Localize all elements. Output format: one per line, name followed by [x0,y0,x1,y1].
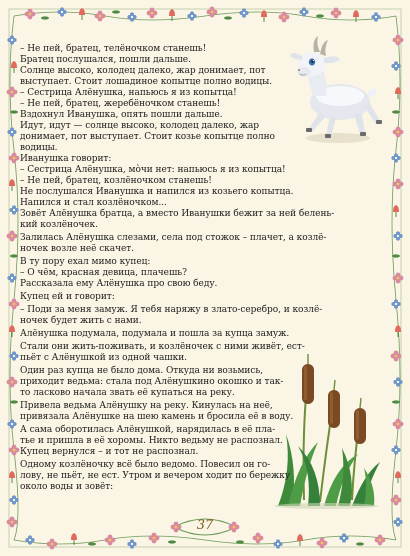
text-line: Идут, идут — солнце высоко, колодец далеко, жар [20,121,259,131]
text-line: привязала Алёнушке на шею камень и бросила её в воду. [20,412,294,422]
text-line: А сама оборотилась Алёнушкой, нарядилась в её пла- [20,425,276,435]
text-line: Вздохнул Иванушка, опять пошли дальше. [20,110,223,120]
story-text [20,44,390,504]
text-line: – Сестрица Алёнушка, напьюсь я из копытца! [20,88,237,98]
text-line: приходит ведьма: стала под Алёнушкино окошко и так- [20,377,284,387]
text-line: лову, не пьёт, не ест. Утром и вечером ходит по бережку [20,471,291,481]
text-line: Иванушка говорит: [20,154,112,164]
text-line: – О чём, красная девица, плачешь? [20,268,187,278]
text-line: В ту пору ехал мимо купец: [20,257,151,267]
text-line: тье и пришла в её хоромы. Никто ведьму не распознал. [20,436,283,446]
text-line: – Не пей, братец, жеребёночком станешь! [20,99,221,109]
text-line: Напился и стал козлёночком... [20,198,167,208]
text-line: Залилась Алёнушка слезами, села под стожок – плачет, а козлё- [20,233,327,243]
text-line: Купец ей и говорит: [20,292,115,302]
text-line: то ласково начала звать её купаться на реку. [20,388,235,398]
text-line: Стали они жить-поживать, и козлёночек с ними живёт, ест- [20,342,305,352]
text-line: Рассказала ему Алёнушка про свою беду. [20,279,218,289]
text-line: – Поди за меня замуж. Я тебя наряжу в злато-серебро, и козлё- [20,305,323,315]
text-line: выступает. Стоит лошадиное копытце полно водицы. [20,77,273,87]
text-line: Братец послушался, пошли дальше. [20,55,191,65]
text-line: Одному козлёночку всё было ведомо. Повесил он го- [20,460,271,470]
text-line: донимает, пот выступает. Стоит козье копытце полно [20,132,275,142]
text-line: Не послушался Иванушка и напился из козьего копытца. [20,187,294,197]
text-line: водицы. [20,143,58,153]
text-line: Зовёт Алёнушка братца, а вместо Иванушки бежит за ней белень- [20,209,335,219]
text-line: пьёт с Алёнушкой из одной чашки. [20,353,187,363]
text-line: Купец вернулся – и тот не распознал. [20,447,199,457]
text-line: кий козлёночек. [20,220,98,230]
text-line: Солнце высоко, колодец далеко, жар донимает, пот [20,66,266,76]
text-line: – Сестрица Алёнушка, мо̀чи нет: напьюсь я из копытца! [20,165,286,175]
text-line: – Не пей, братец, телёночком станешь! [20,44,207,54]
text-line: ночек будет жить с нами. [20,316,142,326]
text-line: ночек возле неё скачет. [20,244,134,254]
text-line: Привела ведьма Алёнушку на реку. Кинулась на неё, [20,401,273,411]
text-line: около воды и зовёт: [20,482,114,492]
text-line: Один раз купца не было дома. Откуда ни возьмись, [20,366,264,376]
text-line: Алёнушка подумала, подумала и пошла за купца замуж. [20,329,290,339]
text-line: – Не пей, братец, козлёночком станешь! [20,176,212,186]
page-number: 37 [196,518,214,533]
